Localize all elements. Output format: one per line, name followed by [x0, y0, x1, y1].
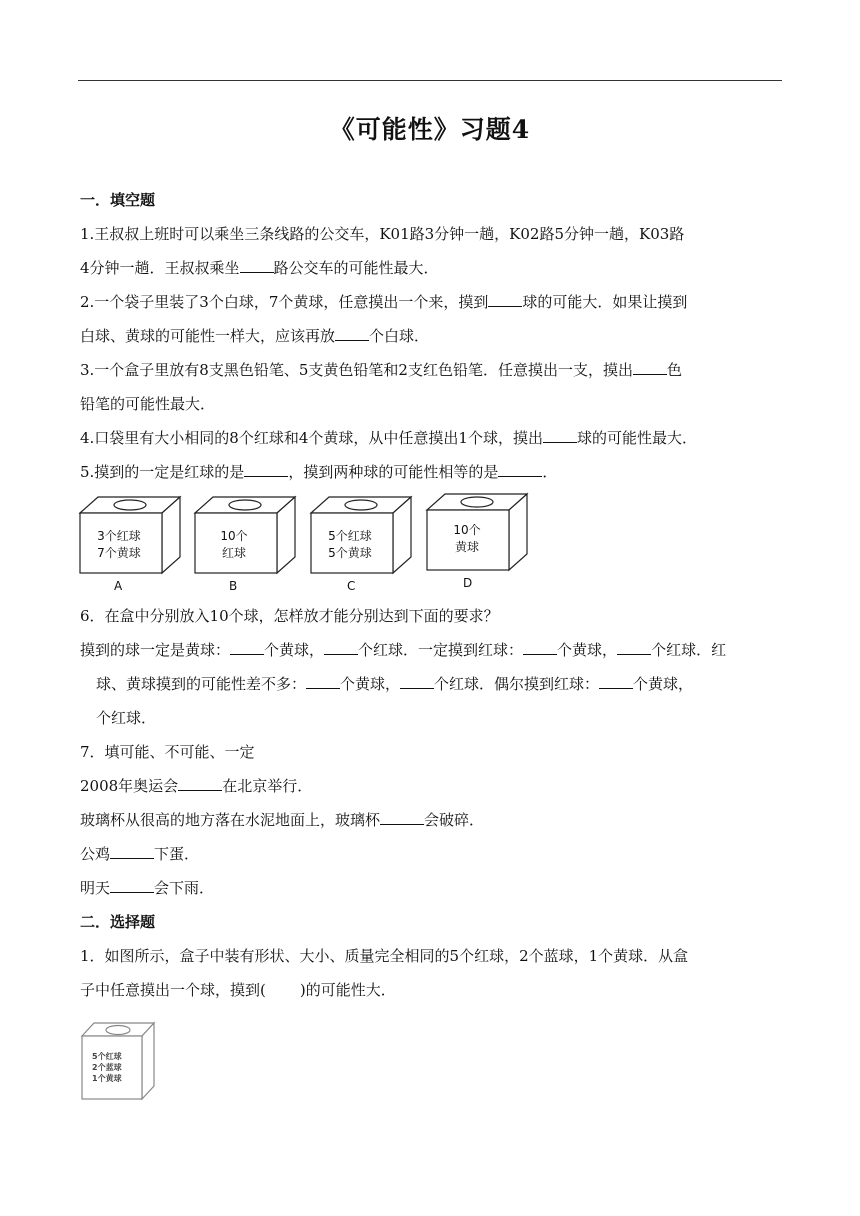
answer-blank[interactable]	[543, 428, 577, 443]
q6-text-h: 个红球．偶尔摸到红球：	[434, 675, 600, 693]
box-d-label: D	[463, 576, 473, 590]
q7-item-a	[80, 776, 312, 796]
q6-text-a: 摸到的球一定是黄球：	[80, 641, 231, 659]
q7-b-text2: 会破碎．	[424, 811, 485, 829]
q1-text-a: 4分钟一趟．王叔叔乘坐	[80, 259, 240, 277]
answer-blank[interactable]	[230, 640, 264, 655]
box-d	[427, 492, 531, 592]
q2-line2	[80, 326, 429, 346]
c1-text-a: 子中任意摸出一个球，摸到(	[80, 981, 266, 999]
q6-text-g: 个黄球，	[340, 675, 401, 693]
answer-blank[interactable]	[240, 258, 274, 273]
box-figure	[80, 1020, 160, 1102]
answer-blank[interactable]	[617, 640, 651, 655]
box-b-line1: 10个	[220, 529, 248, 543]
c1-text-b: )的可能性大．	[299, 981, 396, 999]
section-multiple-choice: 二．选择题	[80, 913, 156, 931]
box-b	[195, 495, 299, 595]
answer-blank[interactable]	[498, 462, 542, 477]
answer-blank[interactable]	[244, 462, 288, 477]
q3-text-b: 色	[666, 361, 682, 379]
answer-blank[interactable]	[306, 674, 340, 689]
box-a-line1: 3个红球	[97, 529, 141, 543]
box-a-label: A	[114, 579, 123, 593]
box-a	[80, 495, 184, 595]
q1-line2	[80, 258, 439, 278]
q7-a-text: 2008年奥运会	[80, 777, 179, 795]
q6-text-b: 个黄球，	[264, 641, 325, 659]
answer-blank[interactable]	[400, 674, 434, 689]
q7-item-d	[80, 878, 214, 898]
q1-line1: 1.王叔叔上班时可以乘坐三条线路的公交车，K01路3分钟一趟，K02路5分钟一趟，K03路	[80, 225, 685, 243]
box-d-line1: 10个	[453, 523, 481, 537]
q6-text-e: 个红球．红	[651, 641, 727, 659]
q6-text-c: 个红球．一定摸到红球：	[358, 641, 524, 659]
box-figure-line2: 2个蓝球	[92, 1063, 122, 1072]
box-figure-line3: 1个黄球	[92, 1074, 122, 1083]
q5-line	[80, 462, 557, 482]
answer-blank[interactable]	[599, 674, 633, 689]
q7-a-text2: 在北京举行．	[222, 777, 313, 795]
answer-blank[interactable]	[110, 844, 154, 859]
q5-text-a: 5.摸到的一定是红球的是	[80, 463, 245, 481]
header-rule	[78, 80, 782, 81]
q6-text-d: 个黄球，	[557, 641, 618, 659]
answer-blank[interactable]	[110, 878, 154, 893]
q6-line2	[96, 674, 693, 694]
q7-c-text2: 下蛋．	[154, 845, 200, 863]
answer-blank[interactable]	[380, 810, 424, 825]
answer-blank[interactable]	[633, 360, 667, 375]
c1-line2	[80, 980, 396, 1000]
q2-line1	[80, 292, 687, 312]
q5-text-b: ，摸到两种球的可能性相等的是	[288, 463, 499, 481]
answer-blank[interactable]	[523, 640, 557, 655]
q2-text-a: 2.一个袋子里装了3个白球，7个黄球，任意摸出一个来，摸到	[80, 293, 489, 311]
q6-line1	[80, 640, 726, 660]
box-figure-line1: 5个红球	[92, 1052, 122, 1061]
page-title: 《可能性》习题4	[329, 115, 531, 144]
q7-d-text2: 会下雨．	[154, 879, 215, 897]
answer-blank[interactable]	[324, 640, 358, 655]
box-c-line1: 5个红球	[328, 529, 372, 543]
box-c-label: C	[347, 579, 356, 593]
q6-line3: 个红球．	[96, 709, 157, 727]
c1-line1: 1．如图所示，盒子中装有形状、大小、质量完全相同的5个红球，2个蓝球，1个黄球．从盒	[80, 947, 689, 965]
q3-text-a: 3.一个盒子里放有8支黑色铅笔、5支黄色铅笔和2支红色铅笔．任意摸出一支，摸出	[80, 361, 633, 379]
q1-text-b: 路公交车的可能性最大．	[273, 259, 439, 277]
q7-item-c	[80, 844, 199, 864]
q6-text-i: 个黄球，	[633, 675, 694, 693]
q4-text-b: 球的可能性最大．	[576, 429, 697, 447]
q4-line	[80, 428, 697, 448]
section-fill-blank: 一．填空题	[80, 191, 156, 209]
q7-item-b	[80, 810, 484, 830]
box-c	[311, 495, 415, 595]
q3-line1	[80, 360, 682, 380]
q7-c-text: 公鸡	[80, 845, 111, 863]
q7-d-text: 明天	[80, 879, 111, 897]
q2-text-b: 球的可能大．如果让摸到	[522, 293, 688, 311]
q2-text-c: 白球、黄球的可能性一样大，应该再放	[80, 327, 336, 345]
answer-blank[interactable]	[178, 776, 222, 791]
box-a-line2: 7个黄球	[97, 546, 141, 560]
box-d-line2: 黄球	[454, 540, 479, 554]
q3-line2: 铅笔的可能性最大．	[80, 395, 216, 413]
answer-blank[interactable]	[488, 292, 522, 307]
box-b-line2: 红球	[221, 546, 246, 560]
answer-blank[interactable]	[335, 326, 369, 341]
box-b-label: B	[229, 579, 238, 593]
box-c-line2: 5个黄球	[328, 546, 372, 560]
q4-text-a: 4.口袋里有大小相同的8个红球和4个黄球，从中任意摸出1个球，摸出	[80, 429, 543, 447]
q6-text-f: 球、黄球摸到的可能性差不多：	[96, 675, 307, 693]
q6-stem: 6．在盒中分别放入10个球，怎样放才能分别达到下面的要求？	[80, 607, 499, 625]
q7-stem: 7．填可能、不可能、一定	[80, 743, 255, 761]
q2-text-d: 个白球．	[369, 327, 430, 345]
q7-b-text: 玻璃杯从很高的地方落在水泥地面上，玻璃杯	[80, 811, 381, 829]
q5-text-c: ．	[542, 463, 558, 481]
